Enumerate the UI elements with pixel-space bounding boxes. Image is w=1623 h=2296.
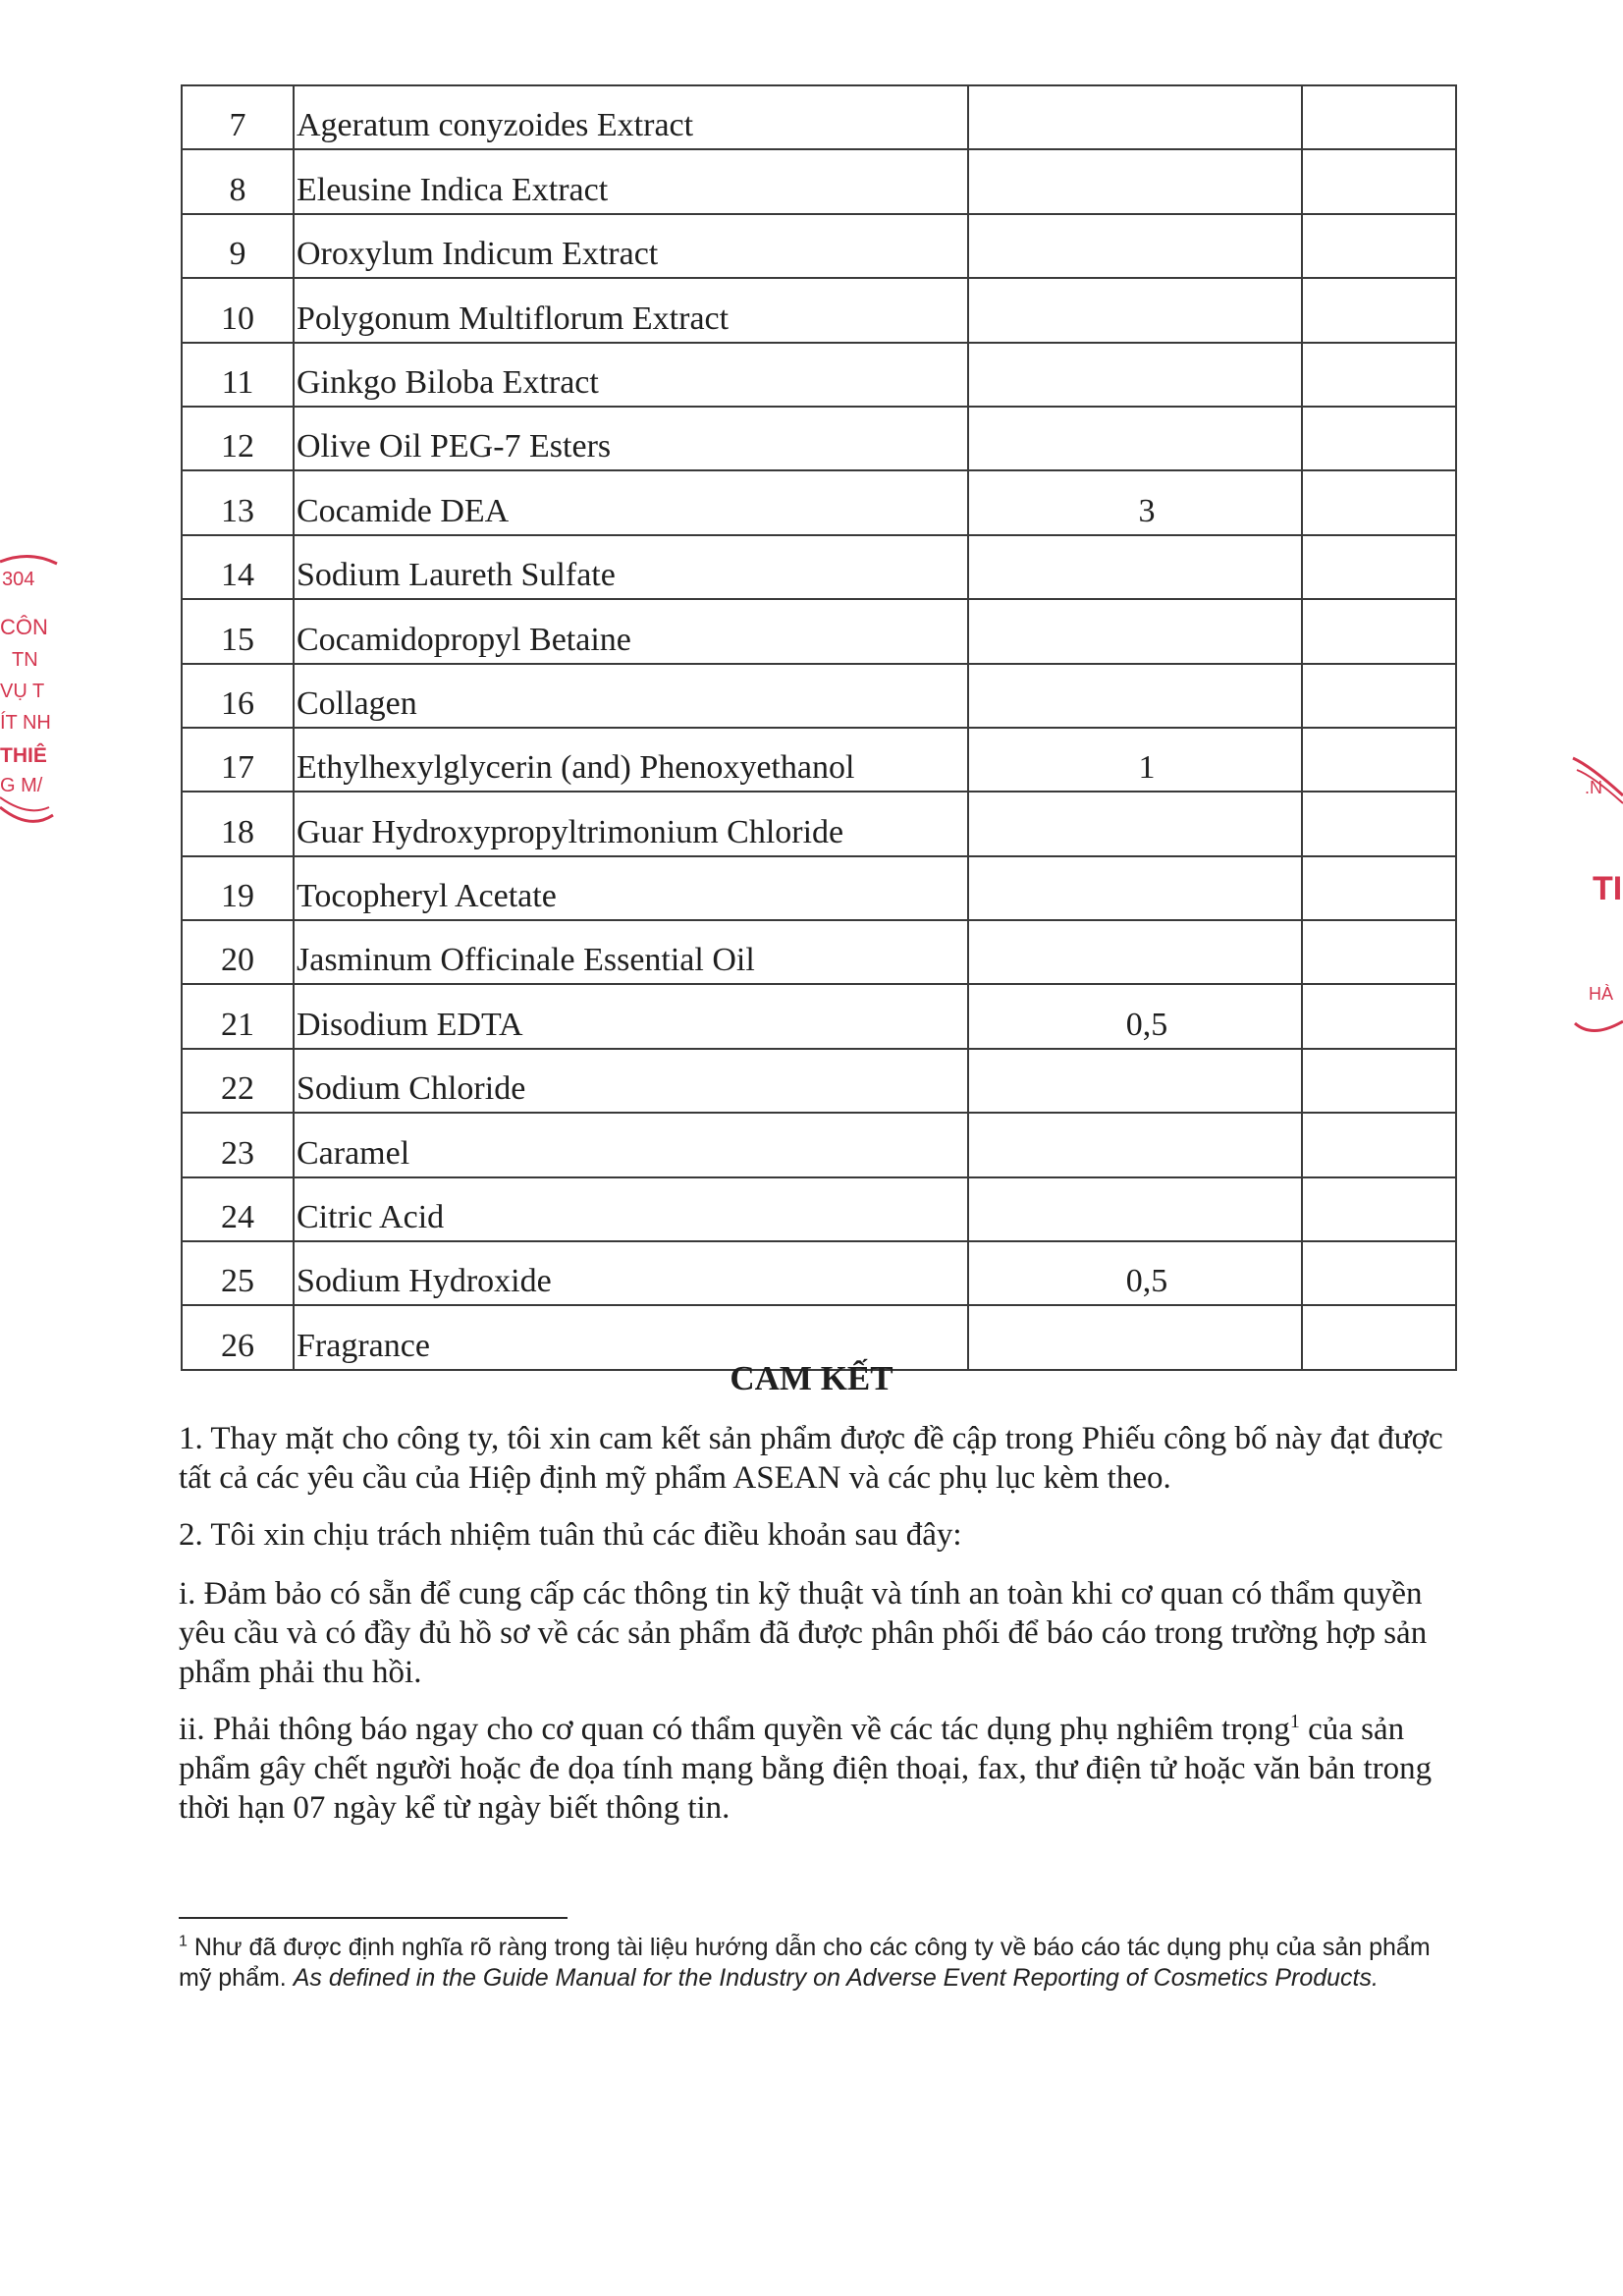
ingredient-number: 10 [182,278,294,342]
stamp-text-1: .N [1585,778,1602,797]
stamp-text-2: TI [1593,870,1623,907]
ingredient-percent: 1 [968,728,1302,792]
ingredient-percent [968,343,1302,407]
ingredient-blank-cell [1302,214,1456,278]
ingredient-number: 26 [182,1305,294,1369]
ingredient-name: Cocamidopropyl Betaine [294,599,968,663]
ingredient-name: Disodium EDTA [294,984,968,1048]
ingredient-percent [968,1113,1302,1176]
ingredient-blank-cell [1302,920,1456,984]
table-row [182,470,1456,534]
ingredient-percent [968,214,1302,278]
ingredient-name: Sodium Hydroxide [294,1241,968,1305]
stamp-text-4: VỤ T [0,681,45,702]
stamp-text-1: 304 [2,569,35,590]
ingredient-name: Olive Oil PEG-7 Esters [294,407,968,470]
ingredient-blank-cell [1302,1113,1456,1176]
ingredient-name: Oroxylum Indicum Extract [294,214,968,278]
table-row [182,664,1456,728]
table-row [182,1241,1456,1305]
ingredient-number: 25 [182,1241,294,1305]
ingredient-blank-cell [1302,535,1456,599]
ingredient-percent [968,920,1302,984]
ingredient-name: Citric Acid [294,1177,968,1241]
ingredient-blank-cell [1302,278,1456,342]
ingredient-name: Ginkgo Biloba Extract [294,343,968,407]
ingredient-number: 8 [182,149,294,213]
right-edge-stamp [1571,727,1623,1061]
stamp-ring-top [0,556,57,564]
ingredient-percent [968,535,1302,599]
ingredient-rows [182,85,1456,1370]
ingredient-percent [968,149,1302,213]
ingredient-blank-cell [1302,792,1456,855]
ingredient-name: Tocopheryl Acetate [294,856,968,920]
commitment-p4-text-2: của sản phẩm gây chết người hoặc đe dọa tính mạng bằng điện thoại, fax, thư điện tử hoặc văn bản trong thời hạn 07 ngày kể từ ngày biết thông tin. [179,1712,1433,1826]
ingredient-blank-cell [1302,1241,1456,1305]
footnote-separator [179,1917,568,1919]
table-row [182,599,1456,663]
left-edge-stamp [0,550,59,845]
table-row [182,728,1456,792]
ingredient-blank-cell [1302,599,1456,663]
ingredient-percent: 0,5 [968,984,1302,1048]
stamp-text-2: CÔN [0,615,48,639]
table-row [182,856,1456,920]
ingredient-percent: 0,5 [968,1241,1302,1305]
stamp-text-3: TN [12,649,38,671]
ingredient-name: Polygonum Multiflorum Extract [294,278,968,342]
stamp-text-5: ÍT NH [0,712,51,734]
ingredient-number: 19 [182,856,294,920]
ingredient-blank-cell [1302,470,1456,534]
ingredient-number: 7 [182,85,294,149]
ingredient-number: 18 [182,792,294,855]
ingredient-name: Ethylhexylglycerin (and) Phenoxyethanol [294,728,968,792]
table-row [182,535,1456,599]
ingredient-number: 17 [182,728,294,792]
commitment-paragraph-4 [179,1710,1455,1828]
ingredient-percent [968,856,1302,920]
ingredient-name: Caramel [294,1113,968,1176]
ingredient-percent [968,1177,1302,1241]
ingredient-blank-cell [1302,856,1456,920]
table-row [182,1113,1456,1176]
table-row [182,149,1456,213]
ingredient-name: Ageratum conyzoides Extract [294,85,968,149]
ingredient-number: 14 [182,535,294,599]
ingredient-name: Eleusine Indica Extract [294,149,968,213]
commitment-p4-text-1: ii. Phải thông báo ngay cho cơ quan có thẩm quyền về các tác dụng phụ nghiêm trọng [179,1712,1290,1747]
ingredient-name: Collagen [294,664,968,728]
ingredient-name: Cocamide DEA [294,470,968,534]
commitment-paragraph-2: 2. Tôi xin chịu trách nhiệm tuân thủ các điều khoản sau đây: [179,1517,962,1553]
ingredient-number: 21 [182,984,294,1048]
ingredients-table [181,84,1457,1371]
table-row [182,920,1456,984]
ingredient-number: 22 [182,1049,294,1113]
table-row [182,407,1456,470]
ingredient-blank-cell [1302,728,1456,792]
ingredient-name: Sodium Chloride [294,1049,968,1113]
footnote [179,1933,1455,1994]
table-row [182,278,1456,342]
ingredient-number: 24 [182,1177,294,1241]
ingredient-blank-cell [1302,664,1456,728]
table-row [182,343,1456,407]
stamp-text-7: G M/ [0,775,43,796]
ingredient-percent [968,599,1302,663]
ingredient-blank-cell [1302,85,1456,149]
stamp-ring-bottom [1575,1021,1623,1031]
commitment-paragraph-3: i. Đảm bảo có sẵn để cung cấp các thông tin kỹ thuật và tính an toàn khi cơ quan có thẩm quyền yêu cầu và có đầy đủ hồ sơ về các sản phẩm đã được phân phối để báo cáo trong trường hợp sản phẩm phải thu hồi. [179,1576,1428,1690]
ingredient-blank-cell [1302,149,1456,213]
ingredient-percent [968,792,1302,855]
ingredient-number: 16 [182,664,294,728]
ingredient-blank-cell [1302,343,1456,407]
footnote-vietnamese: Như đã được định nghĩa rõ ràng trong tài liệu hướng dẫn cho các công ty về báo cáo tác dụng phụ của sản phẩm mỹ phẩm. [179,1934,1431,1992]
ingredient-number: 12 [182,407,294,470]
ingredient-percent [968,1049,1302,1113]
ingredient-blank-cell [1302,407,1456,470]
ingredient-number: 13 [182,470,294,534]
stamp-ring-inner [0,797,49,810]
ingredient-name: Jasminum Officinale Essential Oil [294,920,968,984]
table-row [182,85,1456,149]
ingredient-blank-cell [1302,1177,1456,1241]
ingredient-percent [968,278,1302,342]
ingredient-blank-cell [1302,1049,1456,1113]
table-row [182,1177,1456,1241]
footnote-reference: 1 [1289,1711,1300,1732]
ingredient-number: 20 [182,920,294,984]
stamp-text-3: HÀ [1589,984,1614,1004]
ingredient-percent [968,664,1302,728]
ingredient-number: 11 [182,343,294,407]
ingredient-percent [968,407,1302,470]
commitment-paragraph-1: 1. Thay mặt cho công ty, tôi xin cam kết sản phẩm được đề cập trong Phiếu công bố này đạt được tất cả các yêu cầu của Hiệp định mỹ phẩm ASEAN và các phụ lục kèm theo. [179,1421,1443,1496]
table-row [182,984,1456,1048]
ingredient-name: Fragrance [294,1305,968,1369]
footnote-mark: 1 [179,1933,188,1950]
table-row [182,1049,1456,1113]
ingredient-number: 23 [182,1113,294,1176]
ingredient-percent [968,85,1302,149]
ingredient-percent: 3 [968,470,1302,534]
ingredient-blank-cell [1302,984,1456,1048]
ingredient-number: 15 [182,599,294,663]
footnote-english: As defined in the Guide Manual for the Industry on Adverse Event Reporting of Cosmetics Products. [293,1964,1379,1992]
ingredient-name: Guar Hydroxypropyltrimonium Chloride [294,792,968,855]
stamp-text-6: THIÊ [0,744,47,767]
commitment-title: CAM KẾT [730,1359,893,1397]
table-row [182,214,1456,278]
table-row [182,792,1456,855]
ingredient-number: 9 [182,214,294,278]
ingredient-name: Sodium Laureth Sulfate [294,535,968,599]
